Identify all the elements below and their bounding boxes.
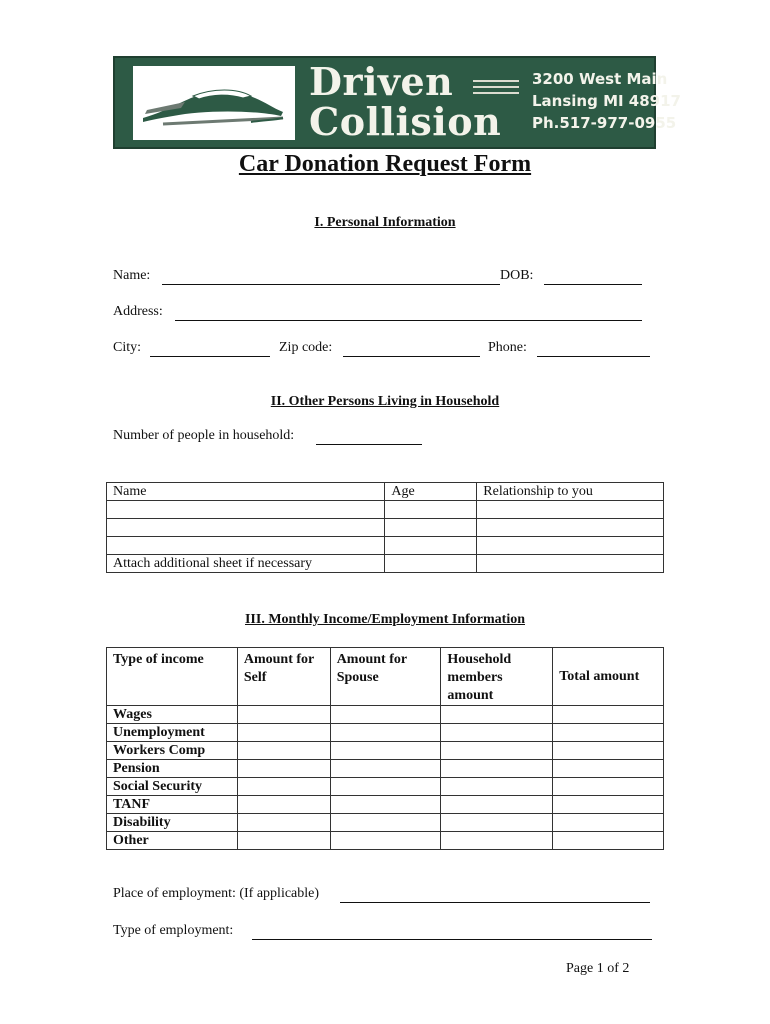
income-header-row [107,648,664,706]
household-relationship-cell[interactable] [477,555,664,573]
household-name-cell[interactable] [107,519,385,537]
income-self-cell[interactable] [237,706,330,724]
employment-place-label: Place of employment: (If applicable) [113,886,320,901]
table-row [107,760,664,778]
income-household-cell[interactable] [441,778,553,796]
income-household-cell[interactable] [441,832,553,850]
income-self-cell[interactable] [237,724,330,742]
income-household-cell[interactable] [441,724,553,742]
employment-place-field[interactable] [340,902,650,903]
income-household-cell[interactable] [441,760,553,778]
income-household-cell[interactable] [441,796,553,814]
income-type-cell: Social Security [107,778,238,796]
income-type-cell: Unemployment [107,724,238,742]
income-spouse-cell[interactable] [330,742,441,760]
form-title: Car Donation Request Form [238,151,532,177]
logo-contact [532,68,681,134]
page-number: Page 1 of 2 [566,961,630,976]
company-logo [113,56,681,149]
name-label: Name: [113,268,151,283]
household-relationship-cell[interactable] [477,537,664,555]
household-count-field[interactable] [316,444,422,445]
table-row [107,796,664,814]
income-spouse-cell[interactable] [330,796,441,814]
address-field[interactable] [175,320,642,321]
income-household-cell[interactable] [441,706,553,724]
income-self-cell[interactable] [237,742,330,760]
income-self-cell[interactable] [237,796,330,814]
income-spouse-cell[interactable] [330,778,441,796]
income-type-cell: Disability [107,814,238,832]
household-name-cell[interactable] [107,537,385,555]
household-header-row [107,483,664,501]
household-count-label: Number of people in household: [113,428,295,443]
table-row [107,555,664,573]
income-household-cell[interactable] [441,742,553,760]
phone-label: Phone: [488,340,527,355]
income-self-cell[interactable] [237,778,330,796]
household-age-cell[interactable] [385,501,477,519]
logo-phone: Ph.517-977-0955 [532,114,677,132]
section-income-heading: III. Monthly Income/Employment Information [244,612,525,627]
employment-type-field[interactable] [252,939,652,940]
income-total-cell[interactable] [553,814,664,832]
income-total-cell[interactable] [553,778,664,796]
table-row [107,742,664,760]
income-spouse-cell[interactable] [330,760,441,778]
income-total-cell[interactable] [553,706,664,724]
household-name-cell[interactable] [107,501,385,519]
income-table [106,647,664,850]
table-row [107,501,664,519]
city-label: City: [113,340,142,355]
table-row [107,724,664,742]
name-field[interactable] [162,284,500,285]
city-field[interactable] [150,356,270,357]
income-self-cell[interactable] [237,832,330,850]
income-col-type: Type of income [107,648,238,706]
table-row [107,778,664,796]
logo-address-line1: 3200 West Main [532,70,668,88]
employment-type-label: Type of employment: [113,923,234,938]
table-row [107,519,664,537]
household-col-name: Name [107,483,385,501]
table-row [107,706,664,724]
address-label: Address: [113,304,163,319]
household-relationship-cell[interactable] [477,501,664,519]
household-age-cell[interactable] [385,537,477,555]
income-col-total: Total amount [553,648,664,706]
household-col-relationship: Relationship to you [477,483,664,501]
income-total-cell[interactable] [553,760,664,778]
logo-address-line2: Lansing MI 48917 [532,92,681,110]
income-household-cell[interactable] [441,814,553,832]
income-col-spouse: Amount for Spouse [330,648,441,706]
income-total-cell[interactable] [553,796,664,814]
income-type-cell: Workers Comp [107,742,238,760]
income-total-cell[interactable] [553,832,664,850]
phone-field[interactable] [537,356,650,357]
household-age-cell[interactable] [385,555,477,573]
income-type-cell: Other [107,832,238,850]
income-spouse-cell[interactable] [330,724,441,742]
income-total-cell[interactable] [553,742,664,760]
dob-label: DOB: [500,268,534,283]
zip-label: Zip code: [279,340,333,355]
household-footer-note: Attach additional sheet if necessary [107,555,385,573]
household-col-age: Age [385,483,477,501]
table-row [107,814,664,832]
income-col-self: Amount for Self [237,648,330,706]
income-type-cell: Wages [107,706,238,724]
income-self-cell[interactable] [237,814,330,832]
household-relationship-cell[interactable] [477,519,664,537]
section-household-heading: II. Other Persons Living in Household [270,394,500,409]
logo-decor-lines [473,80,519,98]
dob-field[interactable] [544,284,642,285]
income-type-cell: TANF [107,796,238,814]
income-self-cell[interactable] [237,760,330,778]
zip-field[interactable] [343,356,480,357]
household-table [106,482,664,573]
logo-company-name: Driven Collision [309,59,502,144]
income-type-cell: Pension [107,760,238,778]
table-row [107,537,664,555]
household-age-cell[interactable] [385,519,477,537]
income-spouse-cell[interactable] [330,814,441,832]
car-logo-icon [133,66,295,140]
section-personal-heading: I. Personal Information [314,215,456,230]
income-total-cell[interactable] [553,724,664,742]
income-col-household: Household members amount [441,648,553,706]
income-spouse-cell[interactable] [330,706,441,724]
table-row [107,832,664,850]
income-spouse-cell[interactable] [330,832,441,850]
